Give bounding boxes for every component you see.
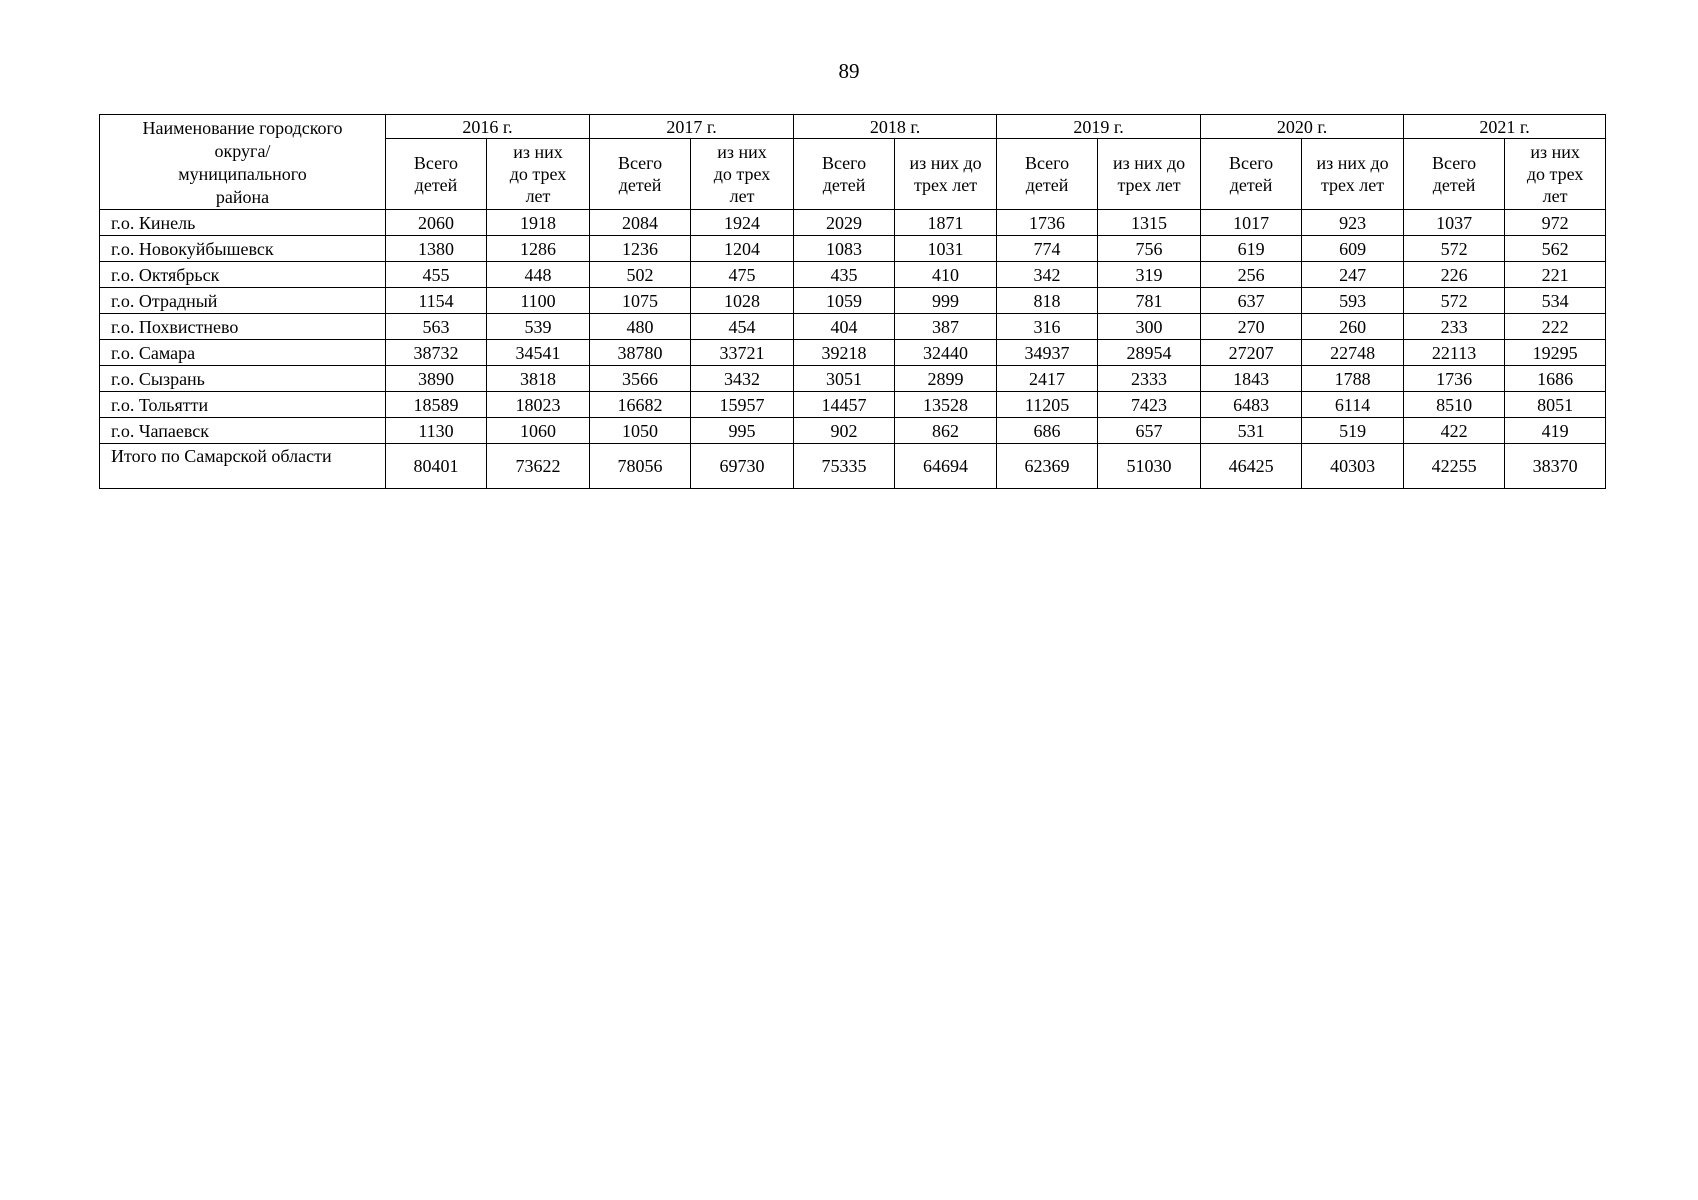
under-three-header [1505,139,1606,210]
total-children-cell: 75335 [794,444,895,489]
total-children-cell: 1075 [590,288,691,314]
under-three-cell: 34541 [487,340,590,366]
total-children-cell: 34937 [997,340,1098,366]
under-three-cell: 1028 [691,288,794,314]
table-row [100,210,1606,236]
total-children-header [997,139,1098,210]
total-children-cell: 902 [794,418,895,444]
total-children-cell: 3566 [590,366,691,392]
under-three-cell: 1100 [487,288,590,314]
under-three-cell: 1871 [895,210,997,236]
total-children-cell: 502 [590,262,691,288]
total-children-cell: 619 [1201,236,1302,262]
under-three-cell: 972 [1505,210,1606,236]
total-children-cell: 1083 [794,236,895,262]
total-children-cell: 1736 [1404,366,1505,392]
total-children-cell: 8510 [1404,392,1505,418]
total-children-cell: 3890 [386,366,487,392]
district-name-cell: г.о. Чапаевск [100,418,386,444]
subheader-line: из них [513,142,563,162]
subheader-line: трех лет [1320,175,1385,195]
total-children-cell: 774 [997,236,1098,262]
under-three-cell: 6114 [1302,392,1404,418]
under-three-cell: 28954 [1098,340,1201,366]
table-row [100,340,1606,366]
district-name-cell: г.о. Тольятти [100,392,386,418]
total-children-cell: 1130 [386,418,487,444]
under-three-cell: 519 [1302,418,1404,444]
total-children-cell: 78056 [590,444,691,489]
under-three-cell: 609 [1302,236,1404,262]
total-children-cell: 480 [590,314,691,340]
total-children-cell: 80401 [386,444,487,489]
district-name-cell: г.о. Кинель [100,210,386,236]
under-three-cell: 862 [895,418,997,444]
table-row [100,236,1606,262]
subheader-line: трех лет [913,175,978,195]
district-name-header-line: района [215,187,270,207]
total-children-cell: 1736 [997,210,1098,236]
under-three-cell: 221 [1505,262,1606,288]
total-children-cell: 2417 [997,366,1098,392]
under-three-cell: 475 [691,262,794,288]
page-number: 89 [838,59,860,83]
year-header: 2019 г. [997,115,1201,139]
under-three-cell: 8051 [1505,392,1606,418]
total-children-cell: 1154 [386,288,487,314]
total-children-header [590,139,691,210]
under-three-cell: 3818 [487,366,590,392]
under-three-cell: 260 [1302,314,1404,340]
total-children-cell: 22113 [1404,340,1505,366]
district-name-header-line: округа/ [214,141,271,161]
under-three-cell: 1286 [487,236,590,262]
under-three-header [691,139,794,210]
subheader-line: из них до [1316,153,1389,173]
total-children-cell: 342 [997,262,1098,288]
under-three-cell: 38370 [1505,444,1606,489]
subheader-line: до трех [509,164,567,184]
total-children-cell: 38780 [590,340,691,366]
under-three-header [487,139,590,210]
total-children-cell: 6483 [1201,392,1302,418]
district-name-header [100,115,386,210]
under-three-cell: 22748 [1302,340,1404,366]
under-three-cell: 2333 [1098,366,1201,392]
year-header: 2016 г. [386,115,590,139]
subheader-line: детей [414,175,458,195]
total-children-header [1201,139,1302,210]
under-three-cell: 419 [1505,418,1606,444]
under-three-cell: 18023 [487,392,590,418]
under-three-cell: 1031 [895,236,997,262]
total-children-cell: 818 [997,288,1098,314]
subheader-line: Всего [821,153,867,173]
under-three-cell: 1924 [691,210,794,236]
total-children-cell: 2084 [590,210,691,236]
total-children-cell: 18589 [386,392,487,418]
subheader-line: Всего [413,153,459,173]
under-three-cell: 1060 [487,418,590,444]
district-name-cell: г.о. Самара [100,340,386,366]
total-children-cell: 2029 [794,210,895,236]
under-three-cell: 454 [691,314,794,340]
table-row [100,418,1606,444]
total-children-cell: 531 [1201,418,1302,444]
total-children-cell: 1843 [1201,366,1302,392]
subheader-line: детей [1432,175,1476,195]
under-three-cell: 1686 [1505,366,1606,392]
under-three-cell: 387 [895,314,997,340]
total-children-cell: 62369 [997,444,1098,489]
subheader-line: лет [729,186,755,206]
subheader-line: детей [1025,175,1069,195]
year-header: 2020 г. [1201,115,1404,139]
under-three-cell: 19295 [1505,340,1606,366]
under-three-cell: 534 [1505,288,1606,314]
total-children-cell: 404 [794,314,895,340]
under-three-cell: 410 [895,262,997,288]
subheader-line: Всего [617,153,663,173]
under-three-cell: 657 [1098,418,1201,444]
under-three-cell: 781 [1098,288,1201,314]
under-three-cell: 319 [1098,262,1201,288]
subheader-line: детей [1229,175,1273,195]
year-header: 2018 г. [794,115,997,139]
total-children-cell: 38732 [386,340,487,366]
total-children-cell: 3051 [794,366,895,392]
under-three-cell: 1788 [1302,366,1404,392]
total-children-cell: 46425 [1201,444,1302,489]
total-children-header [386,139,487,210]
total-children-cell: 2060 [386,210,487,236]
year-header: 2017 г. [590,115,794,139]
total-children-cell: 686 [997,418,1098,444]
total-children-cell: 14457 [794,392,895,418]
total-row [100,444,1606,489]
under-three-cell: 562 [1505,236,1606,262]
total-children-cell: 256 [1201,262,1302,288]
district-name-header-line: муниципального [178,164,307,184]
under-three-cell: 923 [1302,210,1404,236]
district-name-cell: г.о. Октябрьск [100,262,386,288]
district-name-cell: г.о. Новокуйбышевск [100,236,386,262]
under-three-cell: 51030 [1098,444,1201,489]
subheader-line: до трех [713,164,771,184]
table-row [100,366,1606,392]
subheader-line: детей [618,175,662,195]
total-children-cell: 1236 [590,236,691,262]
district-name-header-line: Наименование городского [142,118,343,138]
subheader-line: из них до [909,153,982,173]
subheader-line: Всего [1432,153,1477,173]
total-children-cell: 1059 [794,288,895,314]
total-children-cell: 422 [1404,418,1505,444]
total-children-cell: 233 [1404,314,1505,340]
subheader-line: из них [717,142,767,162]
under-three-header [1302,139,1404,210]
under-three-cell: 1204 [691,236,794,262]
under-three-cell: 300 [1098,314,1201,340]
under-three-cell: 15957 [691,392,794,418]
total-children-cell: 39218 [794,340,895,366]
subheader-line: лет [525,186,551,206]
table-row [100,314,1606,340]
under-three-cell: 32440 [895,340,997,366]
under-three-cell: 1918 [487,210,590,236]
under-three-cell: 593 [1302,288,1404,314]
table-row [100,288,1606,314]
district-name-cell: г.о. Сызрань [100,366,386,392]
total-children-cell: 455 [386,262,487,288]
under-three-cell: 999 [895,288,997,314]
under-three-cell: 756 [1098,236,1201,262]
district-name-cell: г.о. Отрадный [100,288,386,314]
district-name-cell: Итого по Самарской области [100,444,386,489]
total-children-cell: 572 [1404,236,1505,262]
total-children-cell: 16682 [590,392,691,418]
subheader-line: лет [1542,186,1568,206]
under-three-cell: 33721 [691,340,794,366]
children-statistics-table [99,114,1606,489]
under-three-header [895,139,997,210]
total-children-cell: 1037 [1404,210,1505,236]
under-three-cell: 69730 [691,444,794,489]
total-children-cell: 270 [1201,314,1302,340]
subheader-line: из них [1530,142,1580,162]
district-name-cell: г.о. Похвистнево [100,314,386,340]
subheader-line: из них до [1112,153,1186,173]
total-children-header [794,139,895,210]
under-three-cell: 222 [1505,314,1606,340]
total-children-cell: 1017 [1201,210,1302,236]
total-children-cell: 226 [1404,262,1505,288]
under-three-cell: 995 [691,418,794,444]
total-children-header [1404,139,1505,210]
under-three-cell: 2899 [895,366,997,392]
total-children-cell: 435 [794,262,895,288]
year-header: 2021 г. [1404,115,1606,139]
subheader-line: трех лет [1117,175,1181,195]
under-three-cell: 247 [1302,262,1404,288]
total-children-cell: 563 [386,314,487,340]
subheader-line: детей [822,175,866,195]
header-row-years [100,115,1606,139]
under-three-cell: 1315 [1098,210,1201,236]
subheader-line: Всего [1024,153,1070,173]
table-row [100,262,1606,288]
under-three-cell: 448 [487,262,590,288]
total-children-cell: 1050 [590,418,691,444]
subheader-line: до трех [1526,164,1584,184]
total-children-cell: 1380 [386,236,487,262]
total-children-cell: 42255 [1404,444,1505,489]
under-three-cell: 7423 [1098,392,1201,418]
total-children-cell: 316 [997,314,1098,340]
total-children-cell: 637 [1201,288,1302,314]
subheader-line: Всего [1228,153,1274,173]
total-children-cell: 11205 [997,392,1098,418]
total-children-cell: 27207 [1201,340,1302,366]
under-three-header [1098,139,1201,210]
total-children-cell: 572 [1404,288,1505,314]
under-three-cell: 13528 [895,392,997,418]
under-three-cell: 3432 [691,366,794,392]
under-three-cell: 40303 [1302,444,1404,489]
table-row [100,392,1606,418]
under-three-cell: 64694 [895,444,997,489]
under-three-cell: 539 [487,314,590,340]
under-three-cell: 73622 [487,444,590,489]
